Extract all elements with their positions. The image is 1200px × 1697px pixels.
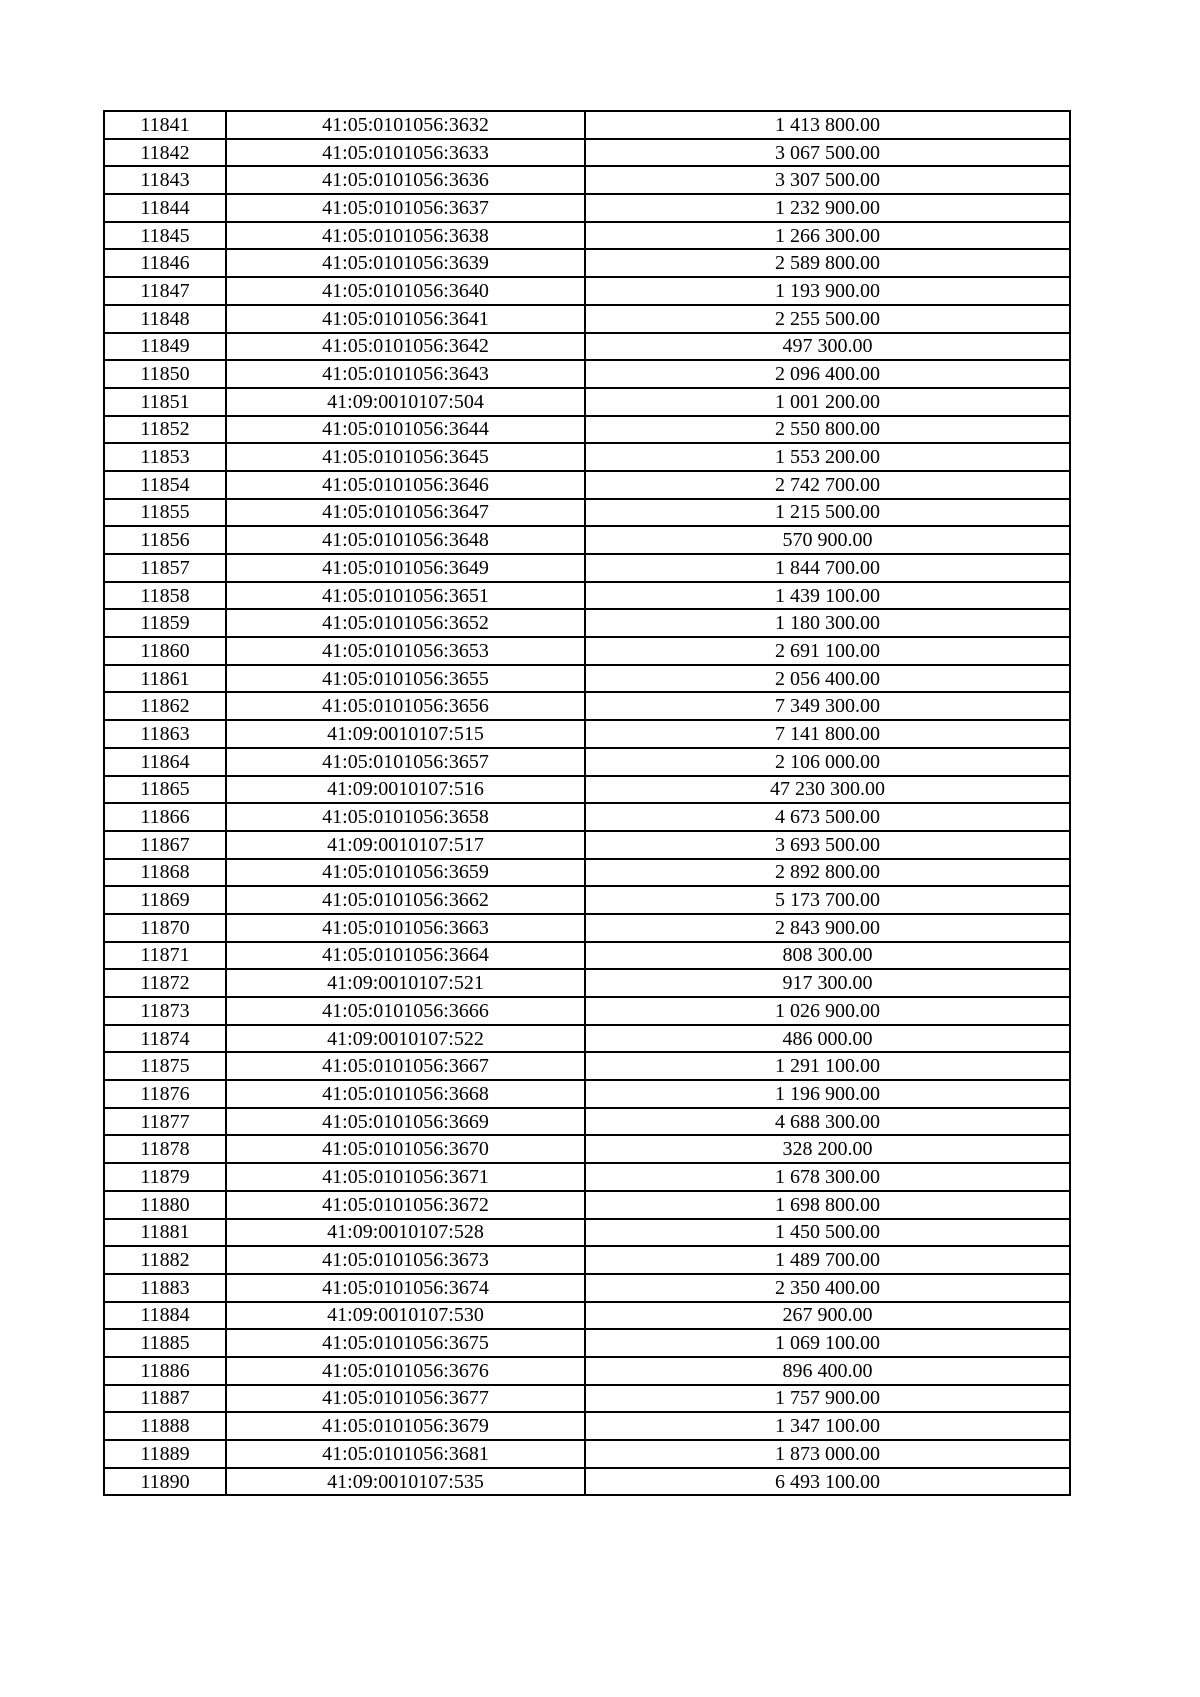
- row-number-cell: 11850: [104, 360, 226, 388]
- cadastral-number-cell: 41:05:0101056:3669: [226, 1108, 585, 1136]
- cadastral-number-cell: 41:05:0101056:3646: [226, 471, 585, 499]
- table-row: [104, 720, 1070, 748]
- cadastral-number-cell: 41:05:0101056:3640: [226, 277, 585, 305]
- table-row: [104, 1163, 1070, 1191]
- cadastral-number-cell: 41:05:0101056:3633: [226, 139, 585, 167]
- cadastral-number-cell: 41:05:0101056:3644: [226, 416, 585, 444]
- row-number-cell: 11869: [104, 886, 226, 914]
- cadastral-number-cell: 41:05:0101056:3636: [226, 166, 585, 194]
- table-row: [104, 748, 1070, 776]
- cadastral-value-cell: 917 300.00: [585, 969, 1070, 997]
- row-number-cell: 11865: [104, 776, 226, 804]
- row-number-cell: 11882: [104, 1246, 226, 1274]
- row-number-cell: 11879: [104, 1163, 226, 1191]
- row-number-cell: 11857: [104, 554, 226, 582]
- cadastral-value-cell: 2 255 500.00: [585, 305, 1070, 333]
- cadastral-number-cell: 41:05:0101056:3675: [226, 1329, 585, 1357]
- cadastral-value-cell: 2 843 900.00: [585, 914, 1070, 942]
- row-number-cell: 11858: [104, 582, 226, 610]
- row-number-cell: 11846: [104, 249, 226, 277]
- cadastral-value-cell: 2 056 400.00: [585, 665, 1070, 693]
- table-row: [104, 582, 1070, 610]
- cadastral-number-cell: 41:05:0101056:3658: [226, 803, 585, 831]
- cadastral-value-cell: 2 892 800.00: [585, 859, 1070, 887]
- row-number-cell: 11877: [104, 1108, 226, 1136]
- table-row: [104, 776, 1070, 804]
- cadastral-value-cell: 2 589 800.00: [585, 249, 1070, 277]
- cadastral-value-cell: 3 693 500.00: [585, 831, 1070, 859]
- cadastral-number-cell: 41:05:0101056:3671: [226, 1163, 585, 1191]
- cadastral-number-cell: 41:09:0010107:522: [226, 1025, 585, 1053]
- table-row: [104, 333, 1070, 361]
- row-number-cell: 11864: [104, 748, 226, 776]
- cadastral-value-cell: 328 200.00: [585, 1135, 1070, 1163]
- table-row: [104, 969, 1070, 997]
- row-number-cell: 11883: [104, 1274, 226, 1302]
- row-number-cell: 11873: [104, 997, 226, 1025]
- table-row: [104, 1440, 1070, 1468]
- cadastral-value-cell: 570 900.00: [585, 526, 1070, 554]
- cadastral-number-cell: 41:05:0101056:3681: [226, 1440, 585, 1468]
- document-page: [103, 110, 1069, 1496]
- row-number-cell: 11887: [104, 1385, 226, 1413]
- cadastral-value-cell: 7 141 800.00: [585, 720, 1070, 748]
- cadastral-value-cell: 4 673 500.00: [585, 803, 1070, 831]
- cadastral-number-cell: 41:09:0010107:516: [226, 776, 585, 804]
- row-number-cell: 11875: [104, 1052, 226, 1080]
- cadastral-number-cell: 41:05:0101056:3666: [226, 997, 585, 1025]
- cadastral-number-cell: 41:05:0101056:3676: [226, 1357, 585, 1385]
- cadastral-value-table: [103, 110, 1071, 1496]
- row-number-cell: 11866: [104, 803, 226, 831]
- cadastral-value-cell: 1 180 300.00: [585, 609, 1070, 637]
- cadastral-value-cell: 1 698 800.00: [585, 1191, 1070, 1219]
- cadastral-number-cell: 41:05:0101056:3652: [226, 609, 585, 637]
- row-number-cell: 11872: [104, 969, 226, 997]
- cadastral-value-cell: 2 096 400.00: [585, 360, 1070, 388]
- cadastral-number-cell: 41:05:0101056:3674: [226, 1274, 585, 1302]
- row-number-cell: 11867: [104, 831, 226, 859]
- cadastral-value-cell: 47 230 300.00: [585, 776, 1070, 804]
- table-row: [104, 416, 1070, 444]
- cadastral-value-cell: 267 900.00: [585, 1302, 1070, 1330]
- cadastral-number-cell: 41:05:0101056:3664: [226, 942, 585, 970]
- cadastral-value-cell: 2 742 700.00: [585, 471, 1070, 499]
- row-number-cell: 11848: [104, 305, 226, 333]
- row-number-cell: 11860: [104, 637, 226, 665]
- row-number-cell: 11843: [104, 166, 226, 194]
- cadastral-number-cell: 41:09:0010107:504: [226, 388, 585, 416]
- table-row: [104, 1219, 1070, 1247]
- cadastral-number-cell: 41:05:0101056:3672: [226, 1191, 585, 1219]
- cadastral-number-cell: 41:05:0101056:3647: [226, 499, 585, 527]
- cadastral-value-cell: 1 873 000.00: [585, 1440, 1070, 1468]
- row-number-cell: 11847: [104, 277, 226, 305]
- table-row: [104, 222, 1070, 250]
- cadastral-value-cell: 3 307 500.00: [585, 166, 1070, 194]
- row-number-cell: 11853: [104, 443, 226, 471]
- table-row: [104, 1025, 1070, 1053]
- table-row: [104, 692, 1070, 720]
- cadastral-number-cell: 41:05:0101056:3641: [226, 305, 585, 333]
- table-row: [104, 831, 1070, 859]
- cadastral-number-cell: 41:05:0101056:3673: [226, 1246, 585, 1274]
- cadastral-value-cell: 5 173 700.00: [585, 886, 1070, 914]
- row-number-cell: 11852: [104, 416, 226, 444]
- table-row: [104, 1468, 1070, 1496]
- row-number-cell: 11861: [104, 665, 226, 693]
- cadastral-number-cell: 41:09:0010107:535: [226, 1468, 585, 1496]
- cadastral-value-cell: 808 300.00: [585, 942, 1070, 970]
- cadastral-number-cell: 41:05:0101056:3653: [226, 637, 585, 665]
- cadastral-number-cell: 41:05:0101056:3639: [226, 249, 585, 277]
- cadastral-value-cell: 1 196 900.00: [585, 1080, 1070, 1108]
- cadastral-value-cell: 1 215 500.00: [585, 499, 1070, 527]
- cadastral-value-cell: 2 350 400.00: [585, 1274, 1070, 1302]
- cadastral-value-cell: 1 489 700.00: [585, 1246, 1070, 1274]
- cadastral-value-cell: 1 069 100.00: [585, 1329, 1070, 1357]
- cadastral-number-cell: 41:05:0101056:3662: [226, 886, 585, 914]
- table-row: [104, 859, 1070, 887]
- cadastral-value-cell: 1 450 500.00: [585, 1219, 1070, 1247]
- table-row: [104, 1246, 1070, 1274]
- cadastral-number-cell: 41:05:0101056:3655: [226, 665, 585, 693]
- table-row: [104, 554, 1070, 582]
- table-row: [104, 360, 1070, 388]
- cadastral-number-cell: 41:05:0101056:3651: [226, 582, 585, 610]
- cadastral-value-cell: 1 266 300.00: [585, 222, 1070, 250]
- table-body: [104, 111, 1070, 1495]
- row-number-cell: 11862: [104, 692, 226, 720]
- cadastral-number-cell: 41:09:0010107:515: [226, 720, 585, 748]
- cadastral-value-cell: 1 553 200.00: [585, 443, 1070, 471]
- cadastral-value-cell: 486 000.00: [585, 1025, 1070, 1053]
- cadastral-value-cell: 497 300.00: [585, 333, 1070, 361]
- cadastral-value-cell: 2 550 800.00: [585, 416, 1070, 444]
- row-number-cell: 11889: [104, 1440, 226, 1468]
- row-number-cell: 11842: [104, 139, 226, 167]
- row-number-cell: 11855: [104, 499, 226, 527]
- cadastral-value-cell: 3 067 500.00: [585, 139, 1070, 167]
- cadastral-value-cell: 4 688 300.00: [585, 1108, 1070, 1136]
- table-row: [104, 1191, 1070, 1219]
- row-number-cell: 11851: [104, 388, 226, 416]
- table-row: [104, 637, 1070, 665]
- row-number-cell: 11890: [104, 1468, 226, 1496]
- table-row: [104, 499, 1070, 527]
- table-row: [104, 997, 1070, 1025]
- table-row: [104, 111, 1070, 139]
- cadastral-value-cell: 1 347 100.00: [585, 1412, 1070, 1440]
- table-row: [104, 139, 1070, 167]
- cadastral-value-cell: 1 026 900.00: [585, 997, 1070, 1025]
- table-row: [104, 942, 1070, 970]
- cadastral-number-cell: 41:09:0010107:528: [226, 1219, 585, 1247]
- cadastral-number-cell: 41:05:0101056:3657: [226, 748, 585, 776]
- table-row: [104, 1108, 1070, 1136]
- table-row: [104, 166, 1070, 194]
- row-number-cell: 11888: [104, 1412, 226, 1440]
- table-row: [104, 1080, 1070, 1108]
- cadastral-number-cell: 41:05:0101056:3663: [226, 914, 585, 942]
- table-row: [104, 471, 1070, 499]
- table-row: [104, 665, 1070, 693]
- row-number-cell: 11876: [104, 1080, 226, 1108]
- table-row: [104, 305, 1070, 333]
- cadastral-number-cell: 41:05:0101056:3638: [226, 222, 585, 250]
- row-number-cell: 11841: [104, 111, 226, 139]
- row-number-cell: 11844: [104, 194, 226, 222]
- table-row: [104, 388, 1070, 416]
- cadastral-number-cell: 41:05:0101056:3656: [226, 692, 585, 720]
- cadastral-number-cell: 41:09:0010107:517: [226, 831, 585, 859]
- cadastral-value-cell: 1 291 100.00: [585, 1052, 1070, 1080]
- row-number-cell: 11870: [104, 914, 226, 942]
- cadastral-number-cell: 41:05:0101056:3648: [226, 526, 585, 554]
- table-row: [104, 1052, 1070, 1080]
- table-row: [104, 914, 1070, 942]
- table-row: [104, 526, 1070, 554]
- row-number-cell: 11880: [104, 1191, 226, 1219]
- table-row: [104, 194, 1070, 222]
- cadastral-number-cell: 41:05:0101056:3679: [226, 1412, 585, 1440]
- cadastral-value-cell: 1 844 700.00: [585, 554, 1070, 582]
- cadastral-value-cell: 1 678 300.00: [585, 1163, 1070, 1191]
- cadastral-number-cell: 41:05:0101056:3649: [226, 554, 585, 582]
- cadastral-number-cell: 41:05:0101056:3637: [226, 194, 585, 222]
- cadastral-value-cell: 1 757 900.00: [585, 1385, 1070, 1413]
- table-row: [104, 1357, 1070, 1385]
- cadastral-value-cell: 1 413 800.00: [585, 111, 1070, 139]
- cadastral-value-cell: 896 400.00: [585, 1357, 1070, 1385]
- row-number-cell: 11878: [104, 1135, 226, 1163]
- cadastral-value-cell: 7 349 300.00: [585, 692, 1070, 720]
- table-row: [104, 1329, 1070, 1357]
- cadastral-number-cell: 41:05:0101056:3667: [226, 1052, 585, 1080]
- cadastral-value-cell: 1 439 100.00: [585, 582, 1070, 610]
- table-row: [104, 886, 1070, 914]
- row-number-cell: 11845: [104, 222, 226, 250]
- row-number-cell: 11856: [104, 526, 226, 554]
- cadastral-value-cell: 6 493 100.00: [585, 1468, 1070, 1496]
- row-number-cell: 11854: [104, 471, 226, 499]
- cadastral-number-cell: 41:09:0010107:530: [226, 1302, 585, 1330]
- row-number-cell: 11884: [104, 1302, 226, 1330]
- cadastral-number-cell: 41:05:0101056:3645: [226, 443, 585, 471]
- cadastral-number-cell: 41:05:0101056:3668: [226, 1080, 585, 1108]
- row-number-cell: 11874: [104, 1025, 226, 1053]
- table-row: [104, 1412, 1070, 1440]
- cadastral-value-cell: 2 106 000.00: [585, 748, 1070, 776]
- table-row: [104, 249, 1070, 277]
- cadastral-number-cell: 41:05:0101056:3670: [226, 1135, 585, 1163]
- cadastral-value-cell: 2 691 100.00: [585, 637, 1070, 665]
- table-row: [104, 277, 1070, 305]
- row-number-cell: 11885: [104, 1329, 226, 1357]
- cadastral-value-cell: 1 193 900.00: [585, 277, 1070, 305]
- row-number-cell: 11886: [104, 1357, 226, 1385]
- row-number-cell: 11849: [104, 333, 226, 361]
- row-number-cell: 11859: [104, 609, 226, 637]
- table-row: [104, 1385, 1070, 1413]
- table-row: [104, 1302, 1070, 1330]
- table-row: [104, 803, 1070, 831]
- cadastral-number-cell: 41:05:0101056:3632: [226, 111, 585, 139]
- row-number-cell: 11868: [104, 859, 226, 887]
- table-row: [104, 443, 1070, 471]
- table-row: [104, 1274, 1070, 1302]
- table-row: [104, 1135, 1070, 1163]
- row-number-cell: 11871: [104, 942, 226, 970]
- cadastral-number-cell: 41:05:0101056:3659: [226, 859, 585, 887]
- cadastral-number-cell: 41:05:0101056:3643: [226, 360, 585, 388]
- cadastral-value-cell: 1 232 900.00: [585, 194, 1070, 222]
- cadastral-number-cell: 41:05:0101056:3677: [226, 1385, 585, 1413]
- cadastral-value-cell: 1 001 200.00: [585, 388, 1070, 416]
- table-row: [104, 609, 1070, 637]
- cadastral-number-cell: 41:05:0101056:3642: [226, 333, 585, 361]
- row-number-cell: 11881: [104, 1219, 226, 1247]
- cadastral-number-cell: 41:09:0010107:521: [226, 969, 585, 997]
- row-number-cell: 11863: [104, 720, 226, 748]
